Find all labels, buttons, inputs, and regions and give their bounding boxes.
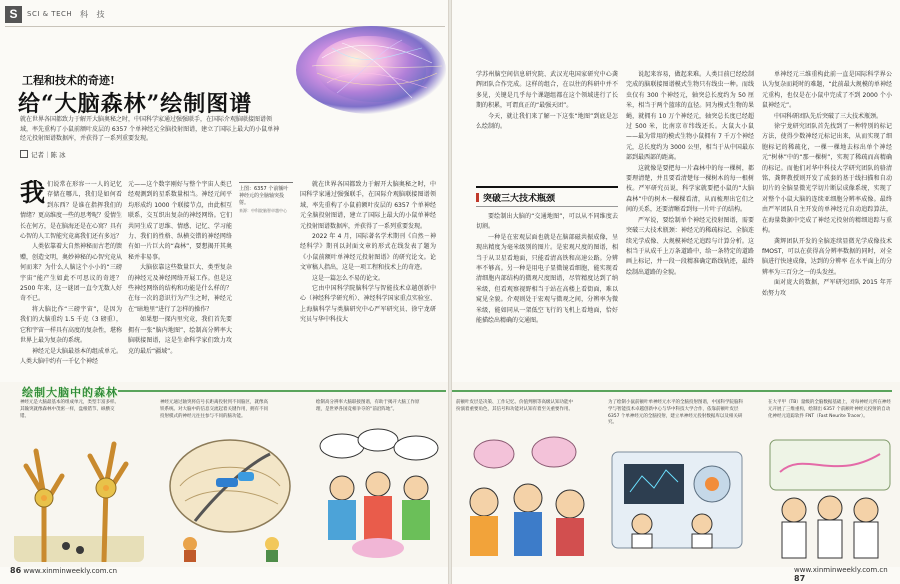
paragraph: 们说常在形容一一人的记忆存储在哪儿，我们是如何看到东西？是谁在指挥我们的情绪？更高维度一些的思考呢？爱情生长在何方，是在脑海还是在心窝？具有心智的人工智能究竟离我们还有多远？: [20, 181, 122, 241]
paragraph: 这就像是要把每一片森林中的每一棵树，都要理清楚，并且要看清楚每一棵树木的每一根树枝。严军研究员说，科学家就要把小鼠的“大脑森林”中的树木一棵棵看清，从而梳理出它们之间的关系，还要清晰看到每一片叶子的结构。: [626, 164, 754, 214]
page-number: 87: [794, 574, 806, 583]
comic-caption-2: 神经元通过轴突将信号长距离投射到不同脑区，就像高铁系统。对大脑中的信息交流起着关键作用，拥有不同投射模式的神经元往往参与不同的脑功能。: [160, 400, 268, 419]
paragraph: 2022 年 4 月，国际著名学术期刊《自然－神经科学》期刊以封面文章的形式在线发表了题为《小鼠前额叶单神经元投射图谱》的研究论文。论文审稿人指出，这是一项工程和技术上的奇迹。: [300, 233, 436, 272]
caption-credit: 来源：中科院脑智卓越中心: [239, 208, 287, 213]
byline: [20, 150, 66, 159]
paragraph: 将大脑比作“三磅宇宙”，是因为我们的大脑重约 1.5 千克（3 磅重），它和宇宙一样具有高度的复杂性，堪称世界上最为复杂的系统。: [20, 305, 122, 345]
strip-rule: [118, 390, 446, 392]
drop-cap: 我: [20, 180, 46, 207]
comic-caption-5: 为了绘制小鼠前额叶单神经元水平的全脑投射图谱，中国科学院脑科学与智能技术卓越创新中心与华中科技大学合作，依靠前额叶皮层 6357 个单神经元的全脑投射，建立单神经元投射数据库以及相关研究。: [608, 400, 743, 426]
paragraph: 要绘制出大脑的“交通地图”，可以从不同维度去切割。: [476, 213, 618, 231]
right-column-3: [762, 70, 892, 376]
section-chinese-label: 科 技: [80, 10, 108, 19]
right-column-1-top: [476, 70, 618, 170]
comic-panel-lab: [602, 432, 752, 562]
subheading-text: 突破三大技术瓶颈: [483, 194, 556, 204]
paragraph: 学苏州脑空间信息研究院、武汉光电国家研究中心龚辉团队合作完成。这样的组合，在以往的科研中并不多见，关键是几乎每个课题组都在这个领域进行了长期的积累，可谓真正的“最强天团”。: [476, 71, 618, 110]
paragraph: 一种是在宏观层面也就是在脑部磁共振成像，呈现出精度为毫米级别的图片。是宏观尺度的图谱，相当于从卫星看地面，只能看清高铁和高速公路。分辨率不够高。另一种是用电子显微镜看细胞，能实现看清细胞内部结构的微观尺度图谱，尽管精度达到了纳米级，但看观察视野相当于站在高楼上看街面，难以窥见全貌。介观则处于宏观与微观之间，分辨率为微米级，能如同从一架低空飞行的飞机上看地面，恰好能描绘出精确的交通图。: [476, 233, 618, 325]
neuron-forest-illustration: [14, 426, 144, 562]
comic-panel-neuron-forest: [14, 426, 144, 562]
article-headline: 给“大脑森林”绘制图谱: [18, 91, 253, 117]
paragraph: 这是一篇怎么不易的论文。: [312, 274, 385, 282]
section-english-label: SCI & TECH: [27, 10, 73, 18]
comic-panel-scientists: [312, 426, 444, 562]
paragraph: 严军说，要绘制单个神经元投射图谱，需要突破三大技术瓶颈：神经元的稀疏标记、全脑连续光学成像、大规模神经元追踪与计算分析。这相当于从成千上万条道路中，给一条特定的道路画上标记，并一段一段精准确定路线轨迹，最终绘制出道路的全貌。: [626, 216, 754, 276]
paragraph: 说起来容易，做起来难。人类目前已经绘制完成的脑联接图谱模式生物只有线虫一种。而线虫仅有 300 个神经元，轴突总长度约为 50 厘米，相当于两个篮球的直径。同为模式生物的果蝇，就拥有 10 万个神经元，轴突总长度已经超过 500 米，比南京市纬线还长。大鼠大小鼠——最为常用的模式生物小鼠拥有 7 千万个神经元，总长度约为 3000 公里，相当于从中国最东部到最西部的距离。: [626, 71, 754, 162]
image-caption: [239, 182, 293, 214]
paragraph: 徐宁龙研究团队首先找到了一种特别的标记方法，使得少数神经元标记出来，从而实现了细胞标记的稀疏化，一棵一棵地去标出单个神经元“树林”中的“那一棵树”，实现了稀疏而高精确的标记。而他们对华中科技大学研究团队的骆清铭、龚辉教授则开发了成套的基于线扫描和自动切片的全脑显微光学切片断层成像系统，实现了对整个小鼠大脑的连续亚细胞分辨率成像。最终由严军团队自主开发的单神经元自动追踪算法，在海量数据中完成了神经元投射的精细追踪与重构。: [762, 123, 892, 235]
article-kicker: 工程和技术的奇迹!: [22, 74, 115, 87]
brain-projection-image: [282, 18, 448, 118]
paragraph: 龚辉团队开发的全脑连续显微光学成像技术 fMOST，可以在获得高分辨率数据的同时，对全脑进行快速成像，达到的分辨率 在水平面上的分辨率为三百分之一的头发丝。: [762, 237, 892, 276]
scientists-illustration: [312, 426, 444, 562]
page-folio-left: [10, 566, 117, 575]
paragraph: 元——这个数字刚好与整个宇宙人类已经观测到的星系数量相当。神经元间平均形成约 1000 个联接节点，由此相互联系，交互织出复杂的神经网络。它们共同生成了思维、情感、记忆、学习能力、我们的性格、纵横交错的神经网络有如一片巨大的“森林”，要想揭开其奥秘并非易事。: [128, 181, 232, 261]
paragraph: 面对庞大的数据，严军研究团队 2015 年开始努力攻: [762, 279, 892, 297]
lab-illustration: [602, 432, 752, 562]
comic-panel-prefrontal: [454, 432, 596, 562]
paragraph: 神经元是大脑最基本的组成单元。人类大脑中约有一千亿个神经: [20, 347, 122, 365]
paragraph: 单神经元三维重构此前一直是国际科学界公认为复杂而耗时的难题，“此前最大规模的单神经元重构，也仅是在小鼠中完成了不到 2000 个小鼠神经元”。: [762, 71, 892, 110]
paragraph: 就在世界各国都致力于解开大脑奥秘之时，中国科学家通过强强联手，在国际介观脑联接图谱领域，率先重构了小鼠前额叶皮层的 6357 个单神经元全脑投射图谱，建立了国际上最大的小鼠单神经元投射图谱数据库，并获得了一系列重要发现。: [300, 181, 436, 230]
section-subheading: [476, 186, 618, 207]
paragraph: 中国科研团队先后突破了三大技术瓶颈。: [774, 112, 883, 120]
caption-text: 上图：6357 个前额叶神经元的全脑轴突投射。: [239, 186, 289, 206]
comic-strip-title: 绘制大脑中的森林: [22, 386, 118, 399]
prefrontal-illustration: [454, 432, 596, 562]
comic-panel-researchers: [764, 432, 896, 562]
paragraph: 人类依靠着大自然神秘而古老的馈赠，创造文明，奥妙神秘的心智究竟从何而来？为什么人脑这个小小的“三磅宇宙”能产生如此不可思议的奇迹？2500 年来，这一谜团一直令无数人好奇不已。: [20, 243, 122, 303]
page-folio-right: [794, 566, 900, 583]
paragraph: 今天，就让我们来了解一下这张“地图”到底是怎么绘制的。: [476, 112, 618, 131]
comic-caption-4: 前额叶皮层是决策、工作记忆、价值判断等高级认知功能中扮演着重要角色，其信号和功能对认知有着至关重要作用。: [456, 400, 573, 412]
left-page: [0, 0, 448, 584]
comic-caption-1: 神经元是大脑最基本的组成单元，类型丰富多样。其输突就像森林中茂密一样，盘根错节、纵横交错。: [20, 400, 119, 419]
right-column-1-bottom: [476, 212, 618, 376]
paragraph: 如果想一探内里究竟，我们首先要拥有一张“脑内地图”，绘制高分辨率大脑联接图谱，这是生命科学家们致力攻克的最后“疆域”。: [128, 316, 232, 355]
right-page: [452, 0, 900, 584]
section-badge: S: [5, 6, 22, 23]
left-column-2: [128, 180, 232, 376]
brain-rail-illustration: [160, 426, 300, 562]
byline-text: 记者｜陈 冰: [31, 151, 66, 159]
neuron-fibers-graphic: [282, 18, 448, 118]
strip-rule-right: [452, 390, 892, 392]
page-number: 86: [10, 566, 22, 575]
right-column-2: [626, 70, 754, 376]
left-column-1: [20, 180, 122, 376]
left-column-3: [300, 180, 436, 376]
article-lede: 就在世界各国都致力于解开大脑奥秘之时，中国科学家通过强强联手，在国际介观脑联接图谱领域，率先重构了小鼠前额叶皮层的 6357 个单神经元全脑投射图谱，建立了国际上最大的小鼠单神经元投射图谱数据库，并获得了一系列重要发现。: [20, 116, 280, 142]
comic-panel-brain-rail: [160, 426, 300, 562]
website-url: www.xinminweekly.com.cn: [23, 567, 118, 575]
website-url: www.xinminweekly.com.cn: [794, 566, 888, 574]
paragraph: 它由中国科学院脑科学与智能技术卓越创新中心（神经科学研究所）、神经科学国家重点实验室、上海脑科学与类脑研究中心严军研究员、徐宁龙研究员与华中科技大: [300, 285, 436, 324]
comic-caption-6: 在大平甲（TB）量级的全脑数据基础上，对每神经元所在神经元开展了三维重构，绘制出 6357 个前额叶神经元投射的自动化神经元追踪软件 FNT（Fast Neurite Tracer）。: [768, 400, 891, 419]
paragraph: 大脑依靠这些数量巨大、类型复杂的神经元及神经网络开展工作。但是这些神经网络的结构和功能是什么样的？在每一次的意识行为产生之时，神经元在“暗地里”进行了怎样的操作？: [128, 264, 232, 313]
comic-caption-3: 绘制高分辨率大脑联接图谱，有助于揭开大脑工作原理，是世界各国竞相争夺的“前沿阵地”。: [316, 400, 420, 412]
researchers-illustration: [764, 432, 896, 562]
author-icon: [20, 150, 28, 158]
subheading-marker: [476, 193, 479, 202]
